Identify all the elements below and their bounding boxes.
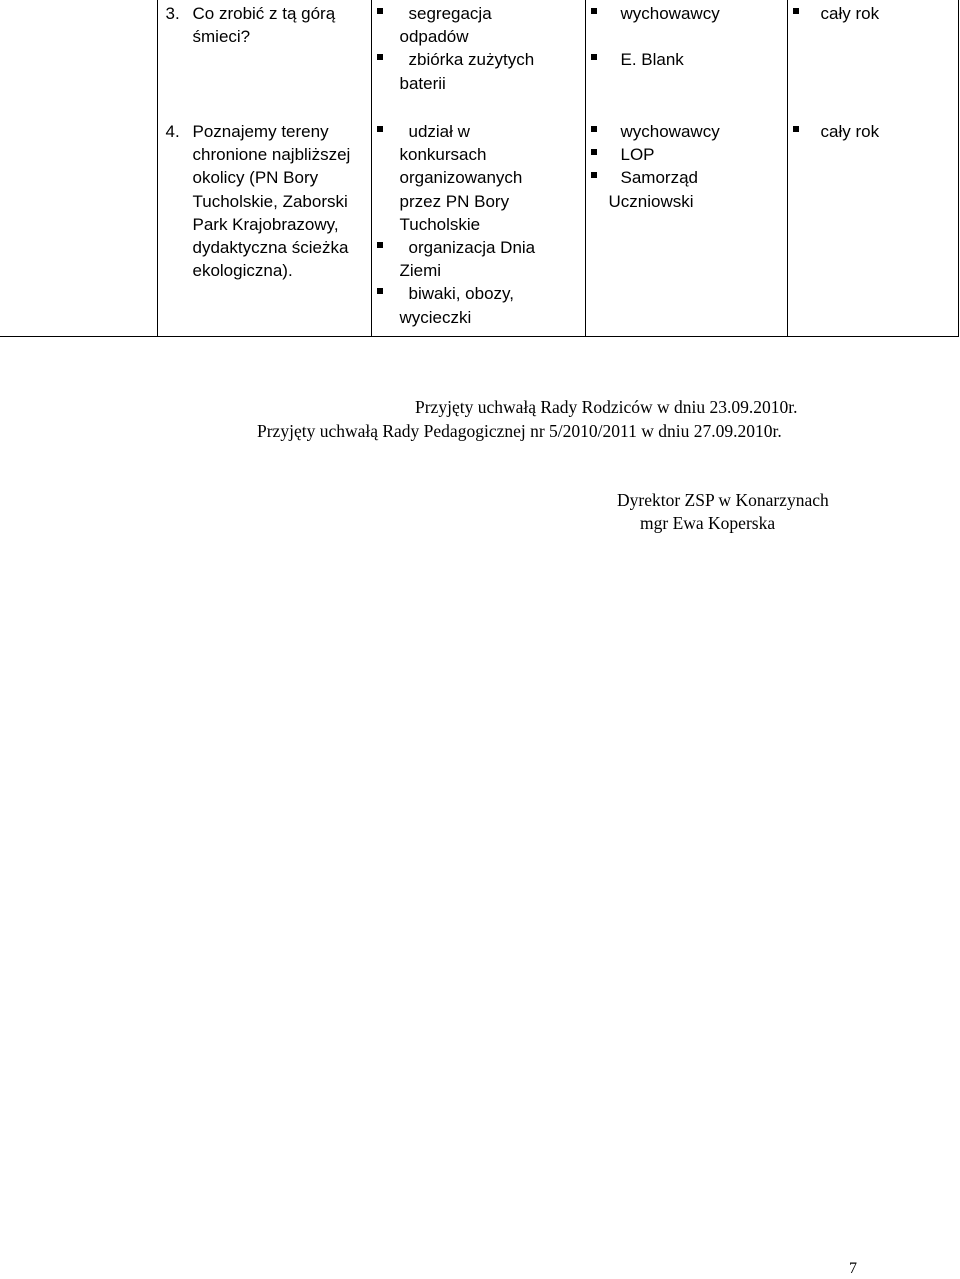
task-line: Co zrobić z tą górą — [192, 4, 336, 23]
task-line: Park Krajobrazowy, — [192, 214, 339, 234]
task-line: śmieci? — [192, 27, 251, 47]
signature-title: Dyrektor ZSP w Konarzynach — [617, 490, 829, 510]
task-line: ekologiczna). — [192, 261, 293, 281]
list-item — [586, 2, 781, 25]
responsible-cell — [585, 104, 787, 337]
task-line: Tucholskie, Zaborski — [192, 191, 348, 211]
list-item — [788, 120, 952, 143]
responsible-cell — [585, 0, 787, 104]
action-text: zbiórka zużytych — [408, 50, 535, 70]
list-item — [372, 48, 579, 94]
action-text-cont: wycieczki — [399, 307, 472, 327]
list-item — [586, 120, 781, 143]
list-item — [586, 48, 781, 71]
actions-cell — [371, 104, 585, 337]
action-text-cont: baterii — [399, 73, 446, 93]
action-text: biwaki, obozy, — [408, 284, 515, 304]
list-item — [372, 120, 579, 236]
term-text: cały rok — [820, 122, 880, 141]
signature-name: mgr Ewa Koperska — [640, 513, 776, 533]
responsible-text: Samorząd — [620, 168, 698, 188]
action-text: segregacja — [408, 4, 492, 23]
list-item — [372, 236, 579, 282]
action-text-cont: konkursach — [399, 145, 487, 165]
actions-cell — [371, 0, 585, 104]
action-text-cont: Tucholskie — [399, 214, 481, 234]
table-row — [0, 104, 958, 337]
list-item — [372, 282, 579, 328]
term-text: cały rok — [820, 4, 880, 23]
task-number: 3. — [165, 4, 180, 23]
action-text: udział w — [408, 122, 470, 141]
page-number: 7 — [849, 1260, 857, 1277]
list-item — [586, 143, 781, 166]
task-cell — [157, 104, 371, 337]
action-text-cont: odpadów — [399, 27, 469, 47]
list-item — [788, 2, 952, 25]
action-text-cont: organizowanych — [399, 168, 523, 188]
responsible-text: wychowawcy — [620, 4, 720, 23]
approval-parents: Przyjęty uchwałą Rady Rodziców w dniu 23.09.2010r. — [415, 397, 798, 417]
list-item — [372, 2, 579, 48]
responsible-text: wychowawcy — [620, 122, 720, 141]
responsible-text: E. Blank — [620, 50, 684, 70]
action-text-cont: Ziemi — [399, 261, 442, 281]
approval-teachers: Przyjęty uchwałą Rady Pedagogicznej nr 5/2010/2011 w dniu 27.09.2010r. — [257, 421, 782, 441]
task-number: 4. — [165, 122, 180, 141]
task-line: dydaktyczna ścieżka — [192, 238, 349, 258]
task-line: chronione najbliższej — [192, 145, 351, 165]
plan-table — [0, 0, 959, 337]
list-item — [586, 166, 781, 212]
responsible-text: LOP — [620, 145, 655, 165]
task-line: Poznajemy tereny — [192, 122, 329, 141]
task-line: okolicy (PN Bory — [192, 168, 319, 188]
term-cell — [787, 0, 958, 104]
row-spacer — [0, 104, 157, 337]
table-row — [0, 0, 958, 104]
action-text: organizacja Dnia — [408, 238, 536, 258]
task-cell — [157, 0, 371, 104]
responsible-text-cont: Uczniowski — [608, 191, 694, 211]
action-text-cont: przez PN Bory — [399, 191, 510, 211]
term-cell — [787, 104, 958, 337]
row-spacer — [0, 0, 157, 104]
